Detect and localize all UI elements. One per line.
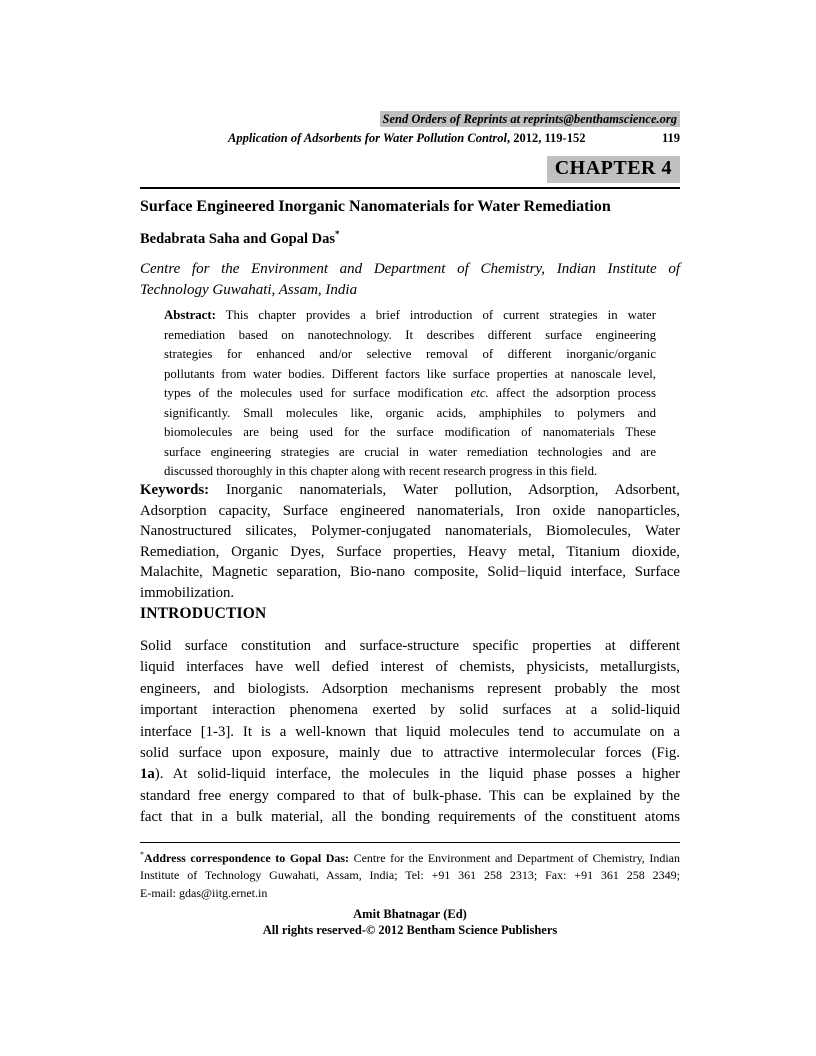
- text-line: [164, 306, 656, 326]
- author-names: Bedabrata Saha and Gopal Das: [140, 230, 335, 247]
- section-heading-introduction: INTRODUCTION: [140, 605, 267, 622]
- text-segment: types of the molecules used for surface modification: [164, 386, 471, 400]
- text-line: [140, 743, 680, 764]
- text-segment: important interaction phenomena exerted by solid surfaces at a solid-liquid: [140, 702, 680, 719]
- text-segment: Abstract:: [164, 308, 216, 322]
- text-segment: biomolecules are being used for the surface modification of nanomaterials These: [164, 425, 656, 439]
- text-segment: remediation based on nanotechnology. It describes different surface engineering: [164, 327, 656, 342]
- text-segment: Technology Guwahati, Assam, India: [140, 281, 358, 298]
- text-line: [164, 423, 656, 443]
- text-segment: solid surface upon exposure, mainly due to attractive intermolecular forces (Fig.: [140, 745, 680, 762]
- text-segment: discussed thoroughly in this chapter along with recent research progress in this field.: [164, 464, 598, 478]
- text-segment: etc.: [470, 386, 489, 400]
- text-segment: E-mail: gdas@iitg.ernet.in: [140, 885, 268, 900]
- text-segment: standard free energy compared to that of bulk-phase. This can be explained by the: [140, 787, 680, 804]
- affiliation: [140, 259, 680, 300]
- text-line: [140, 636, 680, 657]
- text-line: [140, 867, 680, 884]
- text-segment: Solid surface constitution and surface-structure specific properties at different: [140, 638, 680, 654]
- text-line: [164, 326, 656, 346]
- page-footer: [140, 906, 680, 938]
- text-line: [164, 462, 656, 482]
- keywords-paragraph: [140, 480, 680, 603]
- journal-reference: [228, 131, 585, 146]
- text-segment: Keywords:: [140, 482, 210, 498]
- text-line: [140, 657, 680, 678]
- text-segment: affect the adsorption process: [488, 386, 656, 400]
- text-segment: Remediation, Organic Dyes, Surface properties, Heavy metal, Titanium dioxide,: [140, 543, 680, 560]
- text-line: [140, 885, 680, 902]
- authors-line: [140, 229, 680, 248]
- text-line: [164, 404, 656, 424]
- text-segment: interface [1-3]. It is a well-known that liquid molecules tend to accumulate on a: [140, 723, 680, 740]
- text-segment: Inorganic nanomaterials, Water pollution, Adsorption, Adsorbent,: [209, 482, 680, 498]
- page-number: 119: [661, 131, 680, 145]
- text-line: [140, 764, 680, 785]
- text-segment: *: [140, 850, 144, 859]
- footer-editor: Amit Bhatnagar (Ed): [353, 907, 467, 921]
- header-journal-line: [140, 131, 680, 146]
- text-segment: Nanostructured silicates, Polymer-conjugated nanomaterials, Biomolecules, Water: [140, 523, 680, 539]
- text-line: [140, 280, 680, 301]
- text-segment: ). At solid-liquid interface, the molecules in the liquid phase posses a higher: [154, 766, 680, 783]
- footnote-rule: [140, 842, 680, 843]
- text-line: [140, 480, 680, 501]
- text-line: [164, 443, 656, 463]
- text-segment: Malachite, Magnetic separation, Bio-nano composite, Solid−liquid interface, Surface: [140, 564, 680, 580]
- chapter-badge: CHAPTER 4: [547, 156, 680, 183]
- correspondence-footnote: [140, 846, 680, 902]
- text-line: [164, 384, 656, 404]
- text-line: [140, 542, 680, 563]
- text-segment: immobilization.: [140, 584, 235, 601]
- text-line: [164, 345, 656, 365]
- page-title: Surface Engineered Inorganic Nanomaterials for Water Remediation: [140, 198, 611, 215]
- text-line: [164, 365, 656, 385]
- chapter-badge-row: [140, 156, 680, 183]
- text-line: [140, 807, 680, 828]
- text-segment: significantly. Small molecules like, organic acids, amphiphiles to polymers and: [164, 405, 656, 420]
- text-segment: Institute of Technology Guwahati, Assam, India; Tel: +91 361 258 2313; Fax: +91 361 258 2349;: [140, 868, 680, 883]
- header-rule: [140, 187, 680, 189]
- header-reprint-notice: [140, 112, 680, 127]
- text-segment: Adsorption capacity, Surface engineered nanomaterials, Iron oxide nanoparticles,: [140, 502, 680, 519]
- introduction-paragraph: [140, 636, 680, 829]
- text-line: [140, 679, 680, 700]
- journal-ref-meta: , 2012, 119-152: [507, 131, 586, 145]
- journal-title: Application of Adsorbents for Water Pollution Control: [228, 131, 507, 145]
- footer-copyright: All rights reserved-© 2012 Bentham Science Publishers: [262, 923, 558, 937]
- text-line: [140, 583, 680, 604]
- text-segment: engineers, and biologists. Adsorption mechanisms represent probably the most: [140, 680, 680, 697]
- text-line: [140, 722, 680, 743]
- text-line: [140, 521, 680, 542]
- reprint-notice-text: Send Orders of Reprints at reprints@benthamscience.org: [380, 111, 680, 127]
- text-segment: surface engineering strategies are crucial in water remediation technologies and are: [164, 444, 656, 459]
- text-line: [140, 501, 680, 522]
- author-note-marker: *: [335, 229, 340, 239]
- text-segment: fact that in a bulk material, all the bonding requirements of the constituent atoms: [140, 809, 680, 826]
- text-segment: 1a: [140, 766, 155, 783]
- text-segment: Centre for the Environment and Department of Chemistry, Indian: [349, 851, 681, 865]
- text-line: [140, 846, 680, 867]
- text-segment: pollutants from water bodies. Different factors like surface properties at nanoscale level,: [164, 366, 656, 381]
- text-line: [140, 786, 680, 807]
- abstract-paragraph: [164, 306, 656, 482]
- text-segment: This chapter provides a brief introduction of current strategies in water: [215, 308, 656, 322]
- text-line: [140, 700, 680, 721]
- text-segment: liquid interfaces have well defied interest of chemists, physicists, metallurgists,: [140, 659, 680, 676]
- text-segment: Address correspondence to Gopal Das:: [144, 851, 350, 865]
- text-line: [140, 562, 680, 583]
- text-line: [140, 259, 680, 280]
- text-segment: strategies for enhanced and/or selective removal of different inorganic/organic: [164, 347, 656, 361]
- text-segment: Centre for the Environment and Department of Chemistry, Indian Institute of: [140, 261, 680, 277]
